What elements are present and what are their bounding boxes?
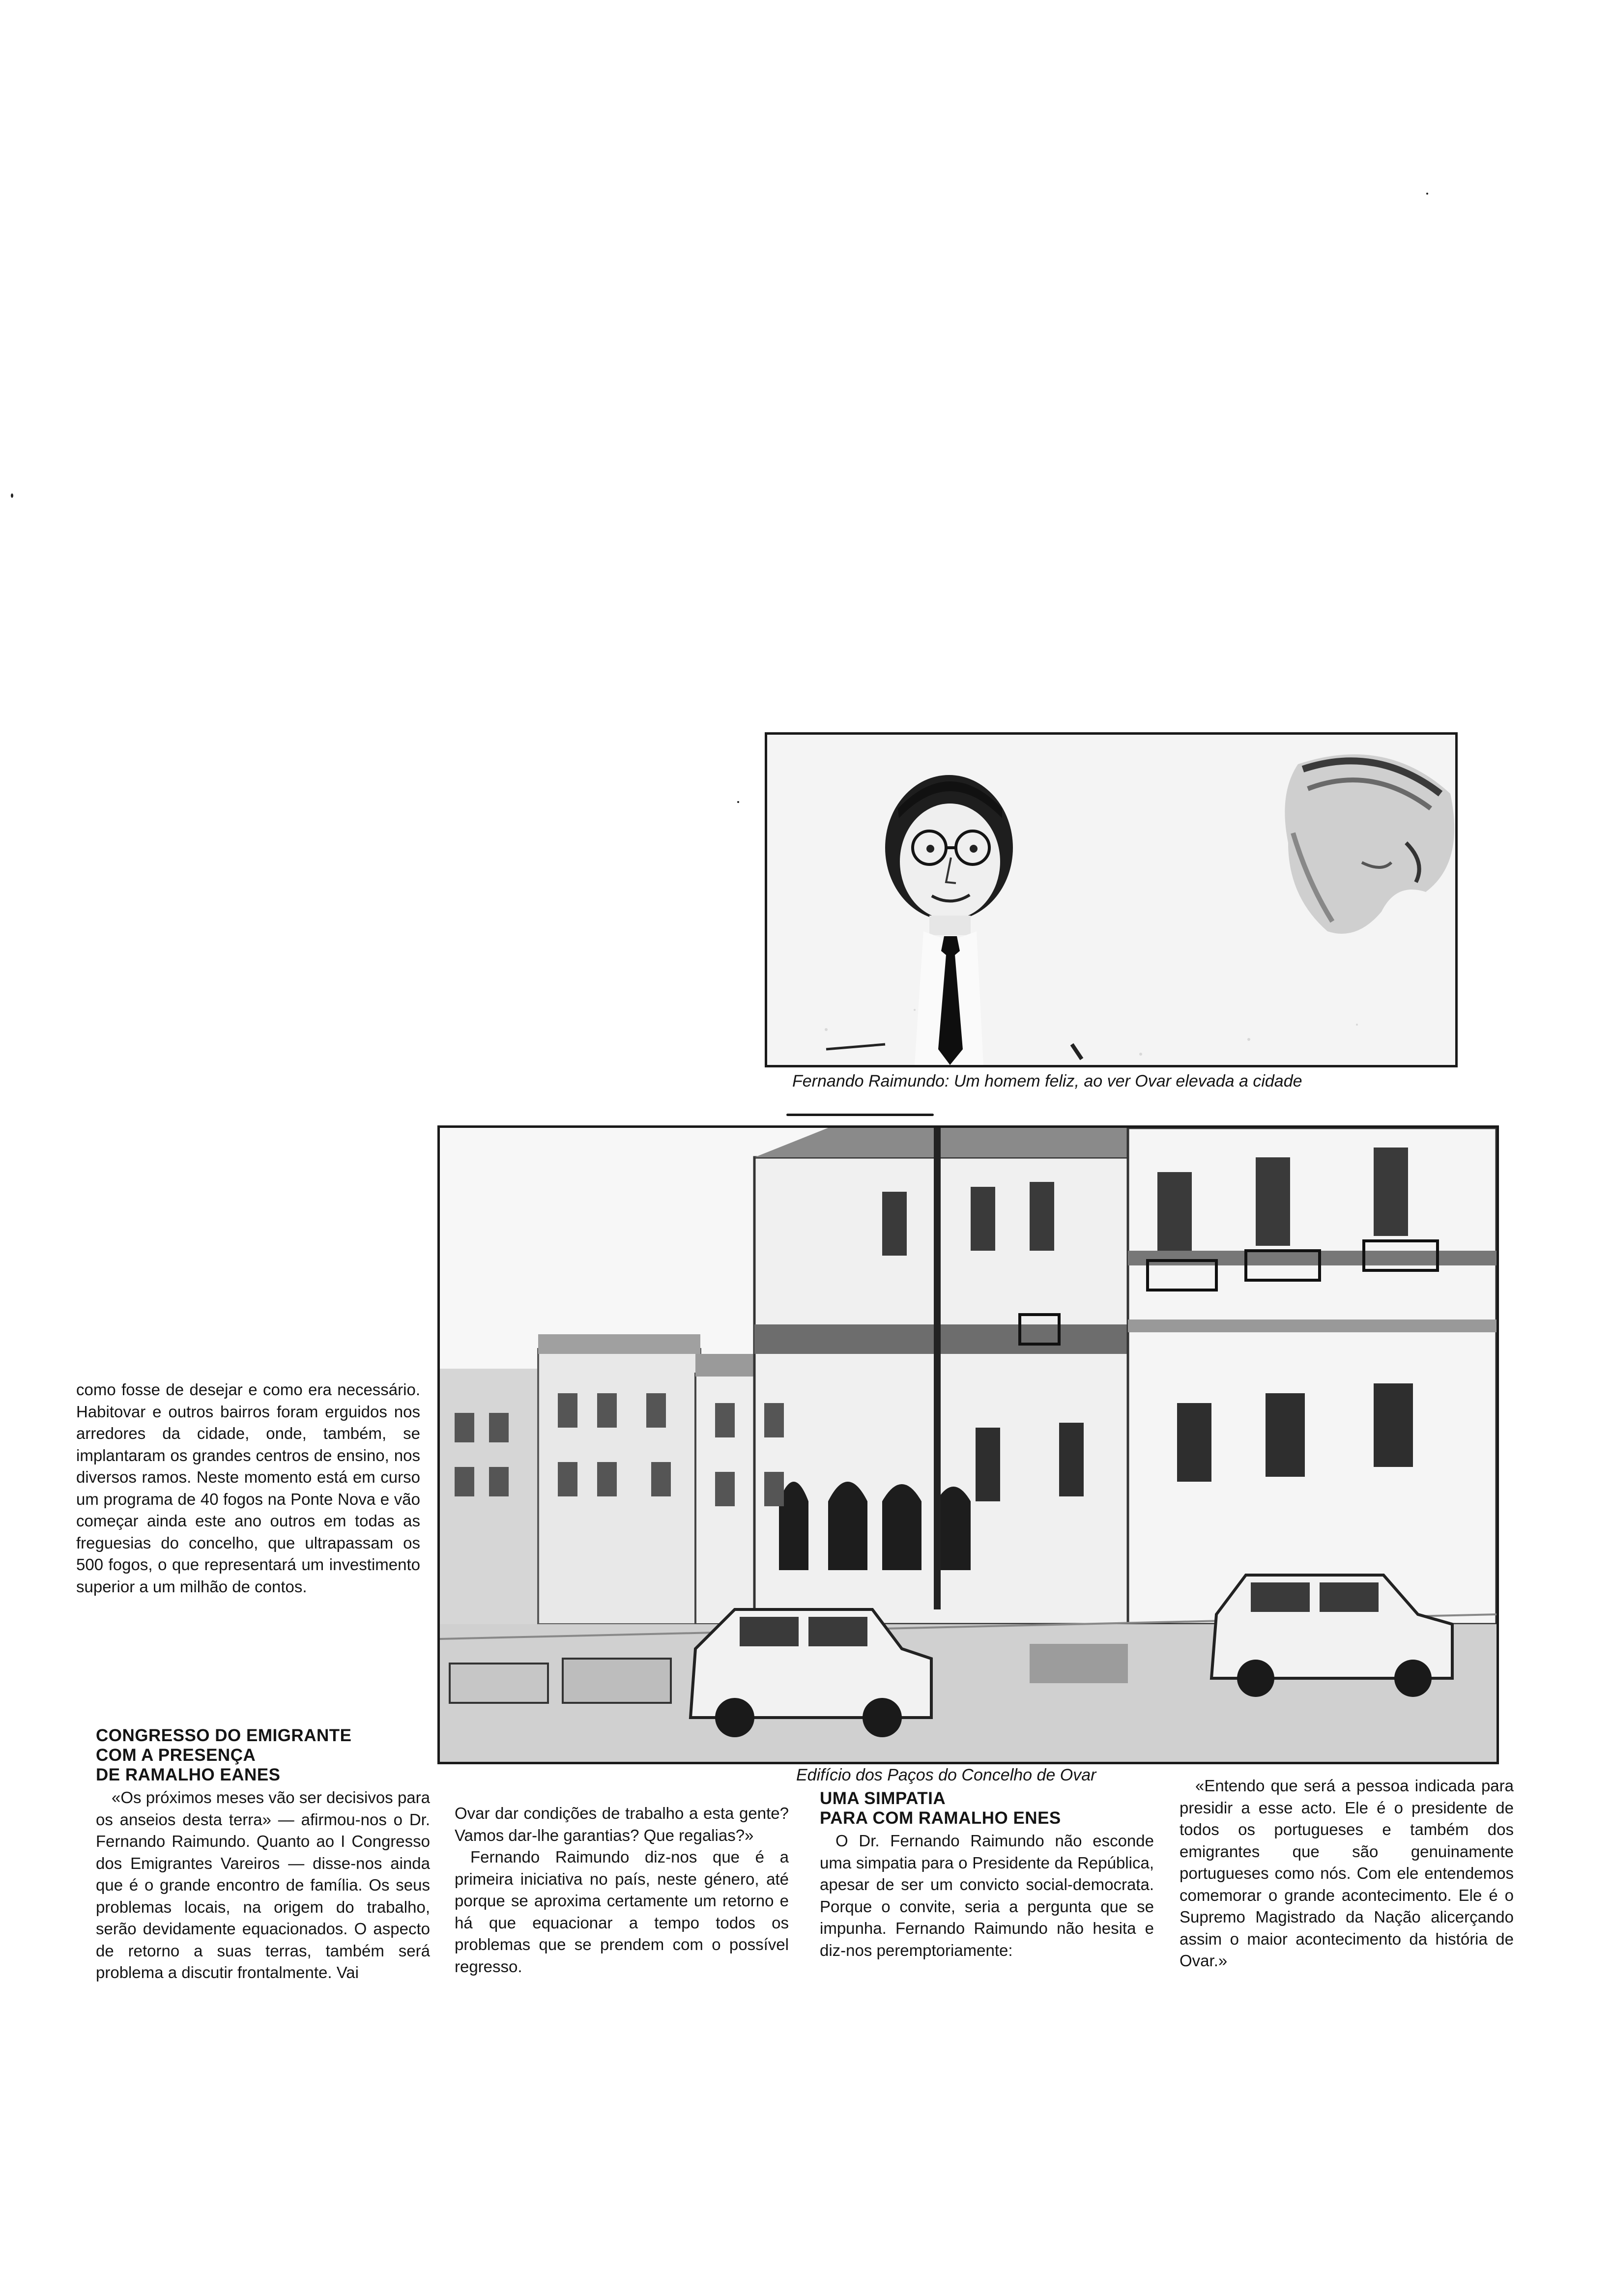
column2-paragraph1: Ovar dar condições de trabalho a esta gente? Vamos dar-lhe garantias? Que regalias?» — [455, 1804, 789, 1844]
portrait-caption: Fernando Raimundo: Um homem feliz, ao ver Ovar elevada a cidade — [792, 1072, 1302, 1091]
building-photo-icon — [440, 1128, 1497, 1762]
section2-heading-line: PARA COM RAMALHO ENES — [820, 1808, 1061, 1828]
column2-paragraph2: Fernando Raimundo diz-nos que é a primeira iniciativa no país, neste género, até porque se aproxima certamente um retorno e há que equacionar a tempo todos os problemas que se prendem com o possível regresso. — [455, 1848, 789, 1976]
section2-heading-line: UMA SIMPATIA — [820, 1789, 946, 1808]
portrait-photo-icon — [767, 735, 1455, 1065]
section1-paragraph: «Os próximos meses vão ser decisivos para os anseios desta terra» — afirmou-nos o Dr. Fernando Raimundo. Quanto ao I Congresso dos Emigrantes Vareiros — disse-nos ainda que é o grande encontro de família. Os seus problemas locais, na origem do trabalho, serão devidamente equacionados. O aspecto de retorno a suas terras, também será problema a discutir frontalmente. Vai — [96, 1788, 430, 1981]
caption-rule — [786, 1114, 934, 1116]
scan-speck — [11, 493, 13, 498]
scan-speck — [1426, 193, 1428, 195]
building-photo — [437, 1125, 1499, 1764]
section1-heading-line: CONGRESSO DO EMIGRANTE — [96, 1726, 352, 1745]
intro-paragraph: como fosse de desejar e como era necessário. Habitovar e outros bairros foram erguidos nos arredores da cidade, onde, também, se implantaram os grandes centros de ensino, nos diversos ramos. Neste momento está em curso um programa de 40 fogos na Ponte Nova e vão começar ainda este ano outros em todas as freguesias do concelho, que ultrapassam os 500 fogos, o que representará um investimento superior a um milhão de contos. — [76, 1380, 420, 1596]
column-1 — [96, 1726, 430, 1984]
section1-heading-line: DE RAMALHO EANES — [96, 1765, 281, 1784]
section1-heading — [96, 1726, 430, 1785]
section2-heading — [820, 1789, 1154, 1828]
column4-paragraph: «Entendo que será a pessoa indicada para presidir a esse acto. Ele é o presidente de todos os portugueses e também dos emigrantes que são genuinamente portugueses como nós. Com ele entendemos comemorar o grande acontecimento. Ele é o Supremo Magistrado da Nação alicerçando assim o maior acontecimento da história de Ovar.» — [1180, 1777, 1514, 1970]
section1-heading-line: COM A PRESENÇA — [96, 1746, 256, 1765]
column-3 — [820, 1789, 1154, 1961]
section2-paragraph: O Dr. Fernando Raimundo não esconde uma simpatia para o Presidente da República, apesar de ser um convicto social-democrata. Porque o convite, seria a pergunta que se impunha. Fernando Raimundo não hesita e diz-nos peremptoriamente: — [820, 1832, 1154, 1959]
intro-column — [76, 1379, 420, 1598]
column-2 — [455, 1803, 789, 1978]
scan-speck — [737, 801, 739, 803]
column-4 — [1180, 1775, 1514, 1972]
building-caption: Edifício dos Paços do Concelho de Ovar — [796, 1766, 1096, 1784]
portrait-photo — [765, 732, 1458, 1067]
